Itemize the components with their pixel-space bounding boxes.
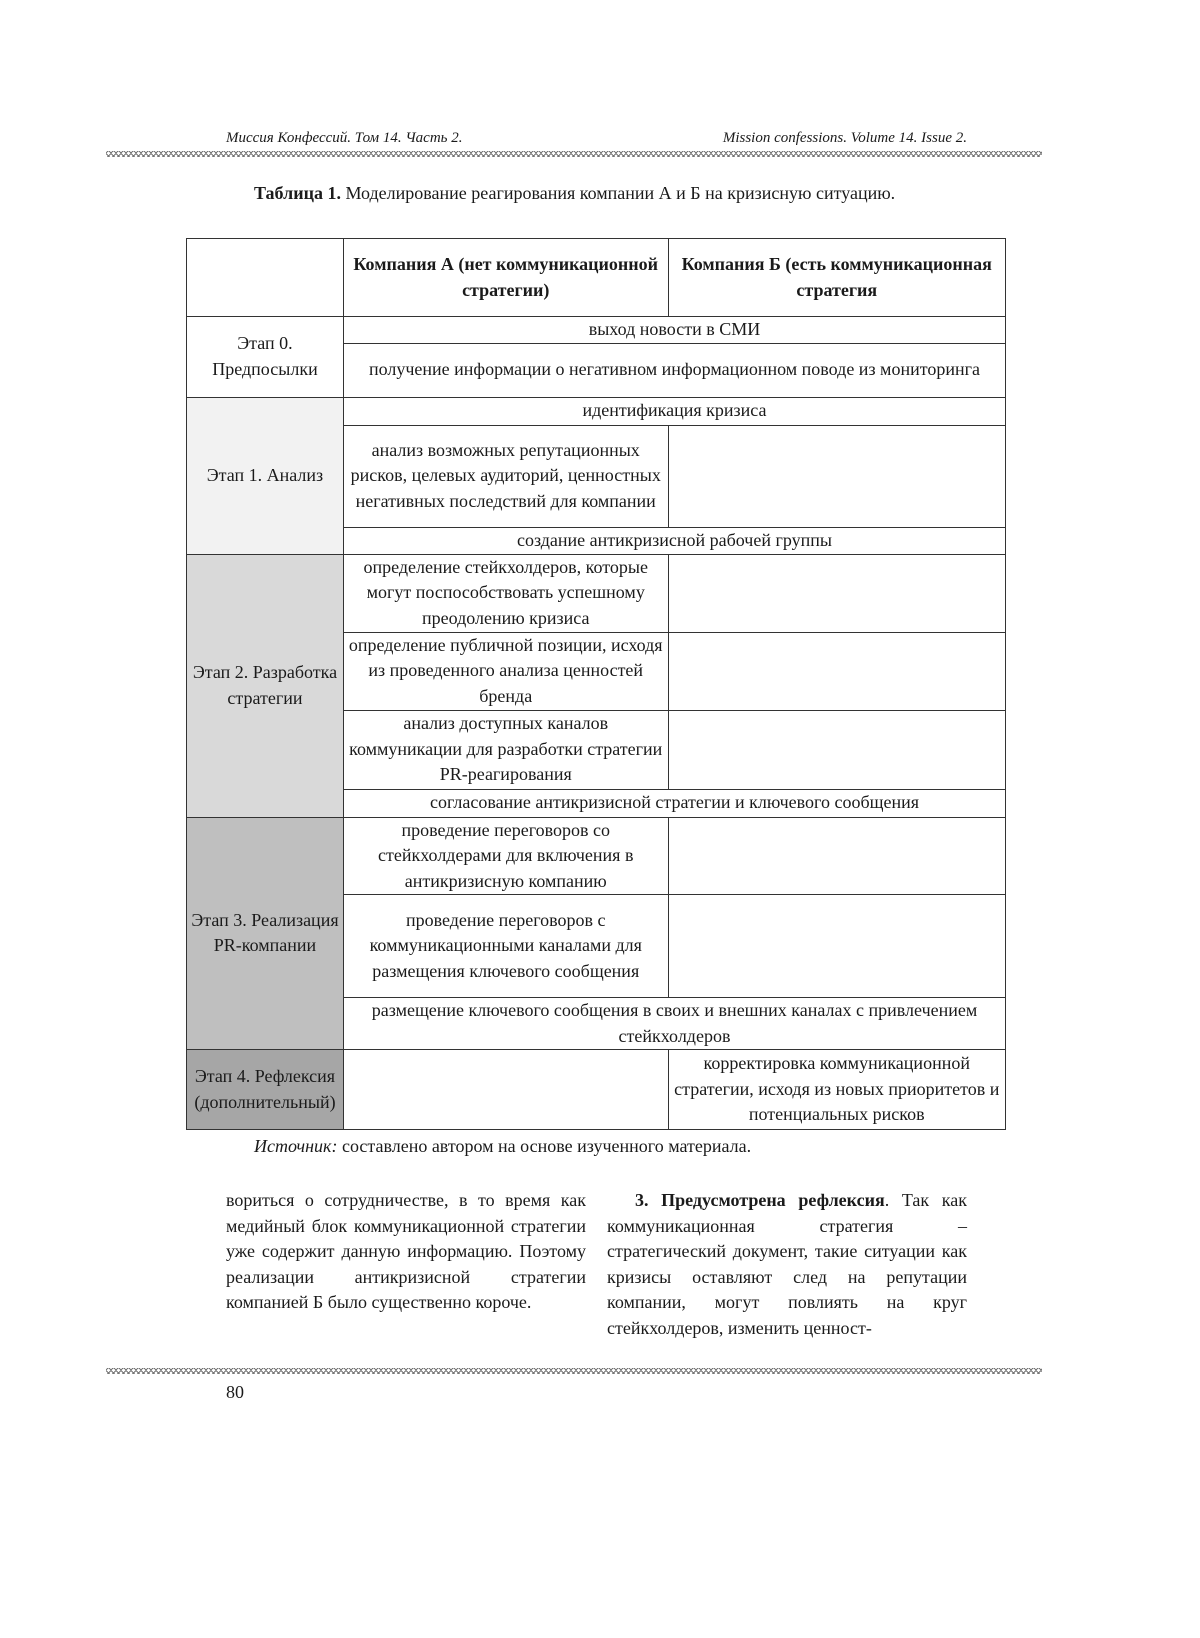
- section-heading: 3. Предусмотрена рефлексия: [635, 1190, 885, 1210]
- stage-0-row: получение информации о негативном информационном поводе из мониторинга: [343, 343, 1005, 397]
- stage-2-cell-a: определение публичной позиции, исходя из проведенного анализа ценностей бренда: [343, 632, 668, 710]
- stage-4-label: Этап 4. Рефлексия (дополнительный): [187, 1050, 344, 1130]
- stage-2-label: Этап 2. Разработка стратегии: [187, 554, 344, 817]
- ornament-divider-bottom: [106, 1368, 1042, 1374]
- stage-2-cell-b: [668, 554, 1006, 632]
- caption-text: Моделирование реагирования компании А и Б на кризисную ситуацию.: [340, 183, 896, 203]
- stage-0-row: выход новости в СМИ: [343, 317, 1005, 344]
- stage-3-row: размещение ключевого сообщения в своих и внешних каналах с привлечением стейкхолдеров: [343, 998, 1005, 1050]
- stage-1-label: Этап 1. Анализ: [187, 397, 344, 554]
- stage-4-cell-a: [343, 1050, 668, 1130]
- running-header-ru: Миссия Конфессий. Том 14. Часть 2.: [226, 130, 463, 146]
- stage-0-label: Этап 0. Предпосылки: [187, 317, 344, 398]
- header-company-b: Компания Б (есть коммуникационная стратегия: [668, 239, 1006, 317]
- table-source: [254, 1136, 751, 1157]
- stage-3-cell-a: проведение переговоров со стейкхолдерами для включения в антикризисную компанию: [343, 817, 668, 895]
- stage-3-cell-b: [668, 817, 1006, 895]
- stage-3-label: Этап 3. Реализация PR-компании: [187, 817, 344, 1050]
- body-text: . Так как коммуникационная стратегия – стратегический документ, такие ситуации как кризисы оставляют след на репутации компании, могут повлиять на круг стейкхолдеров, изменить ценност-: [607, 1190, 967, 1338]
- body-column-right: [607, 1188, 967, 1342]
- stage-1-row: идентификация кризиса: [343, 397, 1005, 425]
- stage-1-cell-b: [668, 425, 1006, 527]
- caption-label: Таблица 1.: [254, 183, 341, 203]
- ornament-divider-top: [106, 151, 1042, 157]
- stage-4-cell-b: корректировка коммуникационной стратегии, исходя из новых приоритетов и потенциальных рисков: [668, 1050, 1006, 1130]
- page-number: 80: [226, 1382, 244, 1402]
- stage-1-cell-a: анализ возможных репутационных рисков, целевых аудиторий, ценностных негативных последствий для компании: [343, 425, 668, 527]
- stage-3-cell-b: [668, 895, 1006, 998]
- stage-2-cell-a: анализ доступных каналов коммуникации для разработки стратегии PR-реагирования: [343, 710, 668, 789]
- table-caption: [226, 180, 968, 206]
- stage-3-cell-a: проведение переговоров с коммуникационными каналами для размещения ключевого сообщения: [343, 895, 668, 998]
- stage-2-cell-a: определение стейкхолдеров, которые могут поспособствовать успешному преодолению кризиса: [343, 554, 668, 632]
- crisis-response-table: [186, 238, 1006, 1130]
- stage-2-row: согласование антикризисной стратегии и ключевого сообщения: [343, 789, 1005, 817]
- stage-2-cell-b: [668, 710, 1006, 789]
- source-label: Источник:: [254, 1136, 338, 1156]
- body-column-left: вориться о сотрудничестве, в то время как медийный блок коммуникационной стратегии уже содержит данную информацию. Поэтому реализации антикризисной стратегии компанией Б было существенно короче.: [226, 1190, 586, 1313]
- stage-2-cell-b: [668, 632, 1006, 710]
- header-empty: [187, 239, 344, 317]
- running-header-en: Mission confessions. Volume 14. Issue 2.: [722, 130, 967, 146]
- header-company-a: Компания А (нет коммуникационной стратегии): [343, 239, 668, 317]
- stage-1-row: создание антикризисной рабочей группы: [343, 527, 1005, 554]
- source-text: составлено автором на основе изученного материала.: [337, 1136, 752, 1156]
